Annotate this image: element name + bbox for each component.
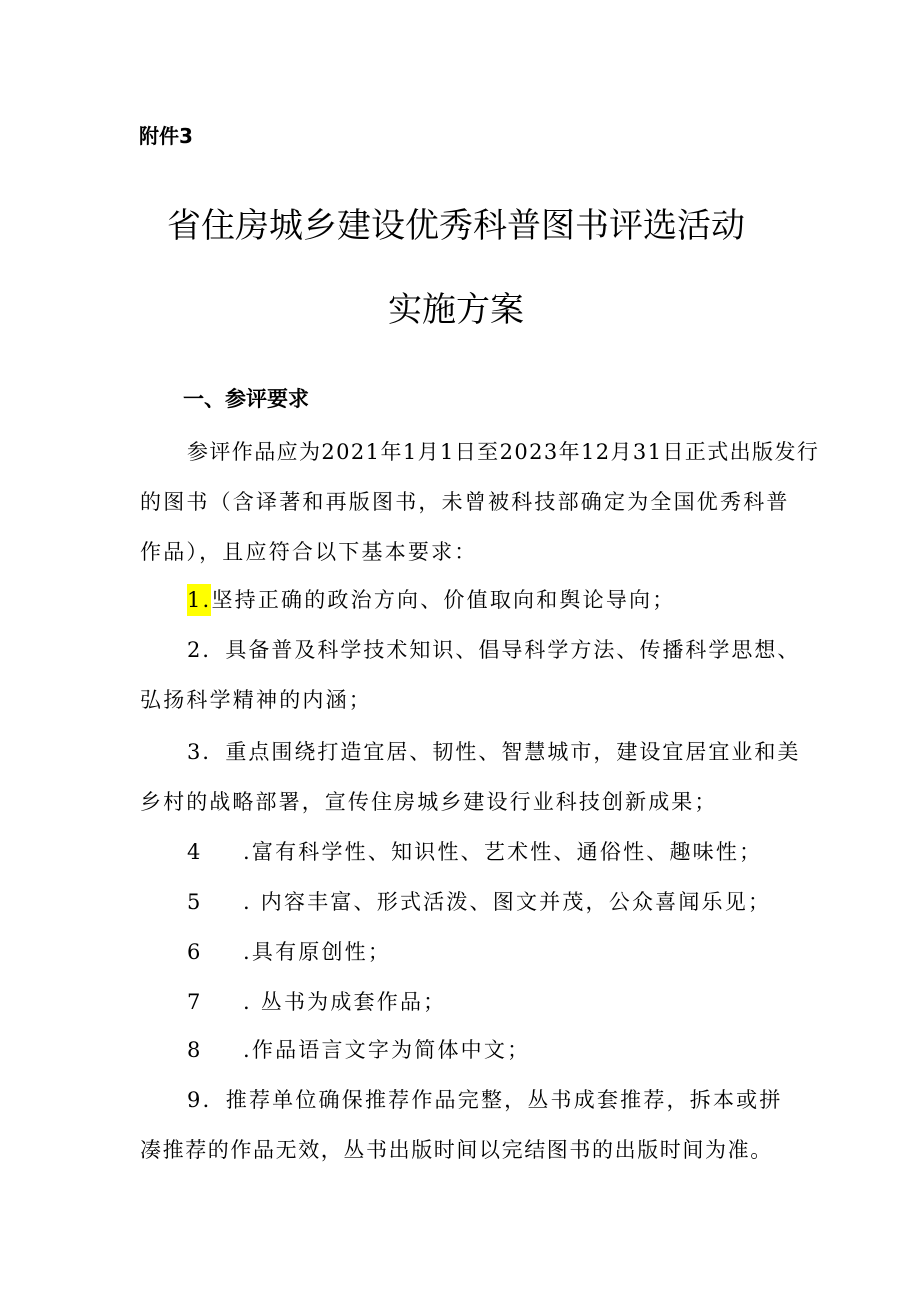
list-item-7-text: . 丛书为成套作品； bbox=[243, 990, 447, 1014]
document-title-line-1: 省住房城乡建设优秀科普图书评选活动 bbox=[167, 206, 745, 246]
section-heading: 一、参评要求 bbox=[183, 387, 309, 411]
list-item-2-number: 2 bbox=[187, 638, 203, 662]
list-item-4-number: 4 bbox=[187, 840, 203, 864]
intro-line-1: 参评作品应为2021年1月1日至2023年12月31日正式出版发行 bbox=[187, 440, 820, 464]
list-item-5-text: . 内容丰富、形式活泼、图文并茂，公众喜闻乐见； bbox=[243, 890, 772, 914]
list-item-7 bbox=[187, 986, 446, 1016]
list-item-8 bbox=[187, 1034, 530, 1064]
intro-line-2: 的图书（含译著和再版图书，未曾被科技部确定为全国优秀科普 bbox=[140, 490, 790, 514]
list-item-6-text: .具有原创性； bbox=[243, 940, 392, 964]
list-item-2-continuation: 弘扬科学精神的内涵； bbox=[140, 688, 372, 712]
list-item-9-continuation: 凑推荐的作品无效，丛书出版时间以完结图书的出版时间为准。 bbox=[140, 1138, 773, 1162]
list-item-4-text: .富有科学性、知识性、艺术性、通俗性、趣味性； bbox=[243, 840, 763, 864]
list-item-1-text: 坚持正确的政治方向、价值取向和舆论导向； bbox=[211, 588, 676, 612]
list-item-8-text: .作品语言文字为简体中文； bbox=[243, 1038, 531, 1062]
list-item-5 bbox=[187, 886, 771, 916]
document-title-line-2: 实施方案 bbox=[388, 290, 524, 330]
list-item-3-continuation: 乡村的战略部署，宣传住房城乡建设行业科技创新成果； bbox=[140, 790, 718, 814]
list-item-6-number: 6 bbox=[187, 940, 203, 964]
list-item-1 bbox=[187, 584, 675, 614]
list-item-5-number: 5 bbox=[187, 890, 203, 914]
list-item-8-number: 8 bbox=[187, 1038, 203, 1062]
list-item-3-number: 3 bbox=[187, 740, 203, 764]
highlighted-number: 1. bbox=[187, 584, 211, 616]
list-item-9-line-1: ．推荐单位确保推荐作品完整，丛书成套推荐，拆本或拼 bbox=[202, 1088, 783, 1112]
attachment-label: 附件3 bbox=[139, 124, 193, 148]
list-item-4 bbox=[187, 836, 762, 866]
list-item-9 bbox=[187, 1084, 783, 1114]
list-item-3-line-1: ．重点围绕打造宜居、韧性、智慧城市，建设宜居宜业和美 bbox=[202, 740, 801, 764]
list-item-7-number: 7 bbox=[187, 990, 203, 1014]
list-item-2-line-1: ．具备普及科学技术知识、倡导科学方法、传播科学思想、 bbox=[202, 638, 801, 662]
list-item-6 bbox=[187, 936, 391, 966]
list-item-9-number: 9 bbox=[187, 1088, 203, 1112]
intro-line-3: 作品），且应符合以下基本要求： bbox=[140, 540, 478, 564]
list-item-2 bbox=[187, 634, 800, 664]
list-item-3 bbox=[187, 736, 800, 766]
